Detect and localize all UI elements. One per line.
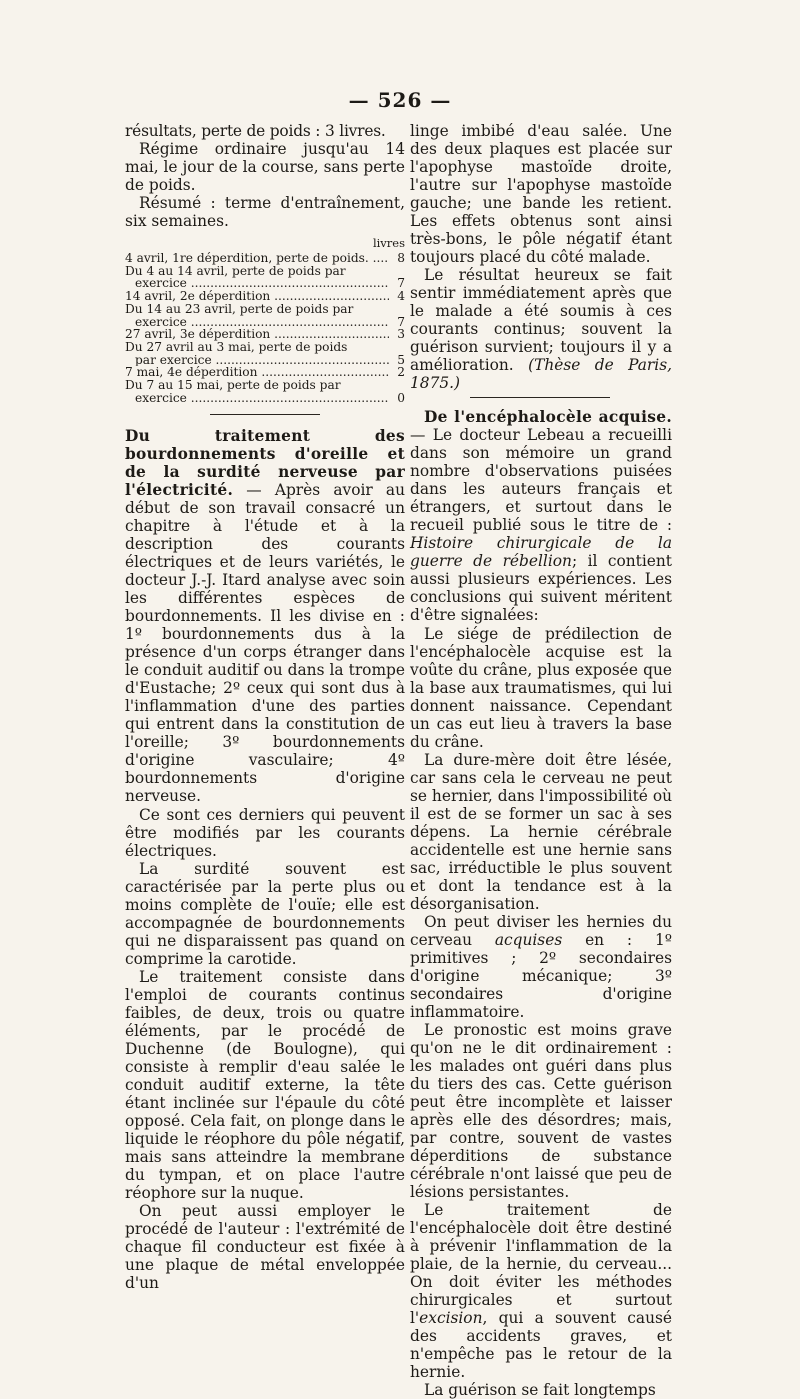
log-entry-label: 7 mai, 4e déperdition ..... bbox=[125, 366, 389, 379]
article-bourdonnements bbox=[125, 427, 405, 805]
article-text: ; il contient aussi plusieurs expériences. Les conclusions qui suivent méritent d'être signalées: bbox=[410, 552, 672, 624]
paragraph-text: Le résultat heureux se fait sentir immédiatement après que le malade a été soumis à ces courants continus; souvent la guérison survient; toujours il y a amélioration. bbox=[410, 266, 672, 374]
paragraph bbox=[410, 913, 672, 1021]
paragraph-text: On peut diviser les hernies du cerveau bbox=[410, 913, 672, 949]
log-entry bbox=[125, 277, 405, 290]
log-entry-continuation: exercice ..... bbox=[135, 392, 389, 405]
article-text: — Après avoir au début de son travail consacré un chapitre à l'étude et à la description des courants électriques et de leurs variétés, le docteur J.-J. Itard analyse avec soin les différentes espèces de bourdonnements. Il les divise en : 1º bourdonnements dus à la présence d'un corps étranger dans le conduit auditif ou dans la trompe d'Eustache; 2º ceux qui sont dus à l'inflammation d'une des parties qui entrent dans la constitution de l'oreille; 3º bourdonnements d'origine vasculaire; 4º bourdonnements d'origine nerveuse. bbox=[125, 481, 405, 806]
article-encephalocele bbox=[410, 408, 672, 624]
paragraph-text: , qui a souvent causé des accidents graves, et n'empêche pas le retour de la hernie. bbox=[410, 1309, 672, 1381]
right-column bbox=[410, 122, 672, 1399]
log-entry bbox=[125, 252, 405, 265]
intro-summary: Résumé : terme d'entraînement, six semaines. bbox=[125, 194, 405, 230]
log-entry-value: 2 bbox=[397, 365, 405, 380]
log-entry-label: 4 avril, 1re déperdition, perte de poids. ..... bbox=[125, 252, 389, 265]
log-entry-label: 27 avril, 3e déperdition ..... bbox=[125, 328, 389, 341]
emphasis: excision bbox=[419, 1309, 483, 1327]
book-title: Histoire chirurgicale de la guerre de rébellion bbox=[410, 534, 672, 570]
paragraph bbox=[410, 266, 672, 392]
training-log bbox=[125, 252, 405, 404]
paragraph: Le pronostic est moins grave qu'on ne le dit ordinairement : les malades ont guéri dans plus du tiers des cas. Cette guérison peut être incomplète et laisser après elle des désordres; mais, par contre, souvent de vastes déperditions de substance cérébrale n'ont laissé que peu de lésions persistantes. bbox=[410, 1021, 672, 1201]
log-entry-continuation: exercice ..... bbox=[135, 316, 389, 329]
left-column bbox=[125, 122, 405, 1292]
paragraph: La surdité souvent est caractérisée par la perte plus ou moins complète de l'ouïe; elle est accompagnée de bourdonnements qui ne disparaissent pas quand on comprime la carotide. bbox=[125, 860, 405, 969]
log-unit-label: livres bbox=[372, 236, 405, 250]
log-entry-value: 8 bbox=[397, 251, 405, 265]
log-entry-value: 3 bbox=[397, 327, 405, 342]
log-entry-value: 7 bbox=[397, 314, 405, 329]
page-number: — 526 — bbox=[348, 88, 452, 112]
log-entry-value: 0 bbox=[397, 390, 405, 405]
paragraph-text: en : 1º primitives ; 2º secondaires d'origine mécanique; 3º secondaires d'origine inflammatoire. bbox=[410, 931, 672, 1021]
paragraph: linge imbibé d'eau salée. Une des deux plaques est placée sur l'apophyse mastoïde droite, l'autre sur l'apophyse mastoïde gauche; une bande les retient. Les effets obtenus sont ainsi très-bons, le pôle négatif étant toujours placé du côté malade. bbox=[410, 122, 672, 266]
article-heading: De l'encéphalocèle acquise. bbox=[424, 408, 672, 426]
paragraph: Le traitement consiste dans l'emploi de courants continus faibles, de deux, trois ou quatre éléments, par le procédé de Duchenne (de Boulogne), qui consiste à remplir d'eau salée le conduit auditif externe, la tête étant inclinée sur l'épaule du côté opposé. Cela fait, on plonge dans le liquide le réophore du pôle négatif, mais sans atteindre la membrane du tympan, et on place l'autre réophore sur la nuque. bbox=[125, 968, 405, 1203]
paragraph bbox=[410, 1201, 672, 1381]
paragraph: La guérison se fait longtemps bbox=[424, 1381, 656, 1399]
paragraph: On peut aussi employer le procédé de l'auteur : l'extrémité de chaque fil conducteur est fixée à une plaque de métal enveloppée d'un bbox=[125, 1202, 405, 1293]
intro-paragraph: Régime ordinaire jusqu'au 14 mai, le jour de la course, sans perte de poids. bbox=[125, 140, 405, 194]
log-entry-continuation: par exercice ..... bbox=[135, 354, 389, 367]
log-entry-label: Du 14 au 23 avril, perte de poids par bbox=[125, 301, 354, 316]
intro-line: résultats, perte de poids : 3 livres. bbox=[125, 122, 386, 140]
paragraph: La dure-mère doit être lésée, car sans cela le cerveau ne peut se hernier, dans l'impossibilité où il est de se former un sac à ses dépens. La hernie cérébrale accidentelle est une hernie sans sac, irréductible le plus souvent et dont la tendance est à la désorganisation. bbox=[410, 751, 672, 913]
paragraph: Ce sont ces derniers qui peuvent être modifiés par les courants électriques. bbox=[125, 806, 405, 861]
citation: (Thèse de Paris, 1875.) bbox=[410, 356, 672, 392]
section-divider bbox=[470, 397, 610, 398]
log-entry-label: Du 7 au 15 mai, perte de poids par bbox=[125, 378, 341, 393]
log-entry bbox=[125, 316, 405, 329]
log-entry-continuation: exercice ..... bbox=[135, 277, 389, 290]
paragraph-text: Le traitement de l'encéphalocèle doit être destiné à prévenir l'inflammation de la plaie, de la hernie, du cerveau... On doit éviter les méthodes chirurgicales et surtout l' bbox=[410, 1201, 672, 1327]
section-divider bbox=[210, 414, 320, 415]
log-entry-label: 14 avril, 2e déperdition ..... bbox=[125, 290, 389, 303]
article-text: — Le docteur Lebeau a recueilli dans son mémoire un grand nombre d'observations puisées dans les auteurs français et étrangers, et surtout dans le recueil publié sous le titre de : bbox=[410, 426, 672, 534]
log-entry-value: 7 bbox=[397, 276, 405, 291]
log-entry bbox=[125, 354, 405, 367]
log-entry bbox=[125, 392, 405, 405]
log-entry bbox=[125, 290, 405, 303]
emphasis: acquises bbox=[494, 931, 563, 949]
log-entry-value: 5 bbox=[397, 352, 405, 367]
log-entry-value: 4 bbox=[397, 289, 405, 304]
paragraph: Le siége de prédilection de l'encéphalocèle acquise est la voûte du crâne, plus exposée que la base aux traumatismes, qui lui donnent naissance. Cependant un cas eut lieu à travers la base du crâne. bbox=[410, 625, 672, 751]
article-heading: Du traitement des bourdonnements d'oreille et de la surdité nerveuse par l'électricité. bbox=[125, 427, 405, 500]
log-entry-label: Du 4 au 14 avril, perte de poids par bbox=[125, 263, 346, 278]
log-entry-label: Du 27 avril au 3 mai, perte de poids bbox=[125, 339, 348, 354]
